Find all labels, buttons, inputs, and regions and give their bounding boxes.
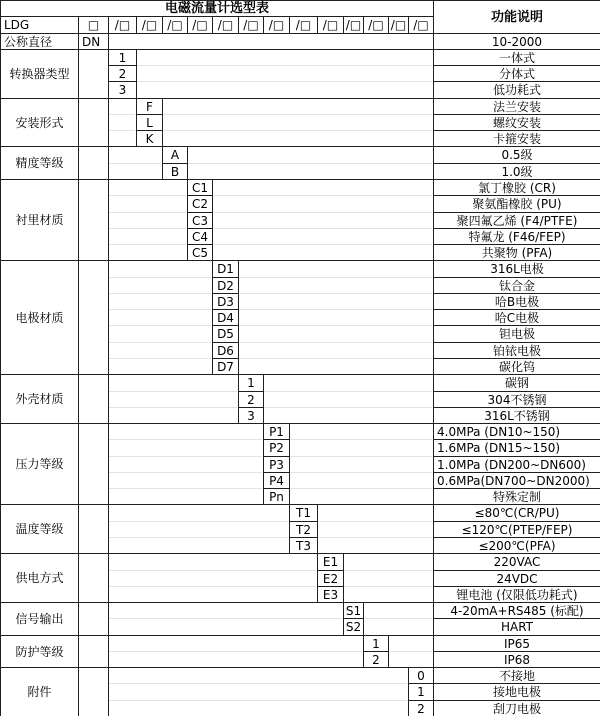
dn-column-spacer	[78, 146, 109, 180]
code-cell: F	[136, 98, 163, 115]
code-slot-box-11: /□	[363, 16, 389, 34]
desc-cell: 4-20mA+RS485 (标配)	[433, 602, 600, 619]
gridline	[109, 358, 211, 359]
leading-spacer	[108, 423, 264, 505]
gridline	[109, 244, 186, 245]
code-cell: T2	[289, 521, 318, 538]
desc-cell: 316L不锈钢	[433, 407, 600, 424]
gridline	[213, 244, 432, 245]
trailing-spacer	[343, 553, 434, 603]
code-slot-box-5: /□	[212, 16, 239, 34]
diameter-label: 公称直径	[0, 33, 79, 50]
dn-column-spacer	[78, 504, 109, 554]
gridline	[163, 114, 432, 115]
code-cell: Pn	[263, 488, 290, 505]
group-label: 转换器类型	[0, 49, 79, 99]
desc-cell: HART	[433, 618, 600, 636]
desc-cell: 316L电极	[433, 260, 600, 278]
desc-cell: 哈C电极	[433, 309, 600, 326]
dn-column-spacer	[78, 553, 109, 603]
code-cell: 2	[408, 700, 434, 716]
desc-cell: 1.0MPa (DN200~DN600)	[433, 456, 600, 473]
leading-spacer	[108, 374, 239, 424]
desc-cell: 聚四氟乙烯 (F4/PTFE)	[433, 212, 600, 229]
code-slot-box-13: /□	[408, 16, 434, 34]
code-cell: 1	[363, 635, 389, 652]
gridline	[364, 618, 432, 619]
gridline	[109, 456, 262, 457]
group-label: 附件	[0, 667, 79, 716]
diameter-spacer	[108, 33, 434, 50]
diameter-desc: 10-2000	[433, 33, 600, 50]
gridline	[109, 391, 237, 392]
gridline	[109, 618, 342, 619]
code-slot-box-10: /□	[343, 16, 364, 34]
gridline	[137, 65, 432, 66]
code-cell: P1	[263, 423, 290, 440]
gridline	[109, 309, 211, 310]
code-slot-box-2: /□	[136, 16, 163, 34]
dn-column-spacer	[78, 602, 109, 636]
gridline	[264, 407, 432, 408]
model-code-box: □	[78, 16, 109, 34]
group-label: 信号输出	[0, 602, 79, 636]
gridline	[109, 212, 186, 213]
gridline	[239, 293, 432, 294]
desc-cell: 4.0MPa (DN10~150)	[433, 423, 600, 440]
trailing-spacer	[136, 49, 434, 99]
gridline	[290, 472, 432, 473]
code-cell: D6	[212, 342, 239, 359]
gridline	[109, 163, 161, 164]
gridline	[318, 537, 432, 538]
code-cell: C2	[187, 195, 213, 213]
code-cell: 3	[108, 81, 137, 99]
gridline	[109, 114, 135, 115]
gridline	[239, 325, 432, 326]
gridline	[239, 358, 432, 359]
gridline	[137, 81, 432, 82]
gridline	[318, 521, 432, 522]
code-cell: D3	[212, 293, 239, 310]
code-slot-box-3: /□	[162, 16, 188, 34]
desc-cell: 碳钢	[433, 374, 600, 392]
dn-column-spacer	[78, 260, 109, 375]
desc-cell: 卡箍安装	[433, 130, 600, 147]
gridline	[239, 342, 432, 343]
code-slot-box-4: /□	[187, 16, 213, 34]
gridline	[213, 212, 432, 213]
dn-column-spacer	[78, 98, 109, 147]
code-slot-box-7: /□	[263, 16, 290, 34]
model-prefix: LDG	[0, 16, 79, 34]
gridline	[109, 570, 316, 571]
desc-cell: 不接地	[433, 667, 600, 684]
gridline	[290, 456, 432, 457]
group-label: 外壳材质	[0, 374, 79, 424]
code-cell: E3	[317, 586, 344, 603]
gridline	[109, 651, 362, 652]
gridline	[163, 130, 432, 131]
gridline	[109, 472, 262, 473]
desc-cell: 1.6MPa (DN15~150)	[433, 439, 600, 457]
gridline	[109, 537, 288, 538]
gridline	[290, 439, 432, 440]
code-slot-box-9: /□	[317, 16, 344, 34]
code-cell: T1	[289, 504, 318, 522]
desc-cell: 220VAC	[433, 553, 600, 571]
group-label: 电极材质	[0, 260, 79, 375]
desc-cell: 刮刀电极	[433, 700, 600, 716]
code-cell: L	[136, 114, 163, 131]
code-cell: 2	[363, 651, 389, 668]
dn-column-spacer	[78, 374, 109, 424]
group-label: 安装形式	[0, 98, 79, 147]
gridline	[213, 195, 432, 196]
code-cell: 1	[238, 374, 264, 392]
gridline	[109, 293, 211, 294]
gridline	[290, 488, 432, 489]
desc-cell: 钛合金	[433, 277, 600, 294]
code-cell: P2	[263, 439, 290, 457]
desc-cell: 特氟龙 (F46/FEP)	[433, 228, 600, 245]
leading-spacer	[108, 553, 318, 603]
dn-column-spacer	[78, 49, 109, 99]
group-label: 压力等级	[0, 423, 79, 505]
code-cell: C1	[187, 179, 213, 196]
desc-cell: 螺纹安装	[433, 114, 600, 131]
code-cell: D7	[212, 358, 239, 375]
desc-cell: 锂电池 (仅限低功耗式)	[433, 586, 600, 603]
code-slot-box-1: /□	[108, 16, 137, 34]
code-cell: P3	[263, 456, 290, 473]
diameter-code: DN	[78, 33, 109, 50]
code-cell: C3	[187, 212, 213, 229]
gridline	[389, 651, 432, 652]
gridline	[109, 700, 407, 701]
gridline	[344, 570, 432, 571]
desc-cell: IP65	[433, 635, 600, 652]
desc-cell: 1.0级	[433, 163, 600, 180]
gridline	[344, 586, 432, 587]
desc-cell: 法兰安装	[433, 98, 600, 115]
desc-cell: ≤80℃(CR/PU)	[433, 504, 600, 522]
dn-column-spacer	[78, 179, 109, 261]
gridline	[109, 325, 211, 326]
function-column-header: 功能说明	[433, 0, 600, 34]
trailing-spacer	[317, 504, 434, 554]
desc-cell: 24VDC	[433, 570, 600, 587]
gridline	[109, 228, 186, 229]
code-cell: D5	[212, 325, 239, 343]
desc-cell: 哈B电极	[433, 293, 600, 310]
code-cell: 1	[108, 49, 137, 66]
desc-cell: 特殊定制	[433, 488, 600, 505]
leading-spacer	[108, 504, 290, 554]
code-cell: D1	[212, 260, 239, 278]
gridline	[109, 521, 288, 522]
gridline	[109, 586, 316, 587]
gridline	[188, 163, 432, 164]
gridline	[109, 277, 211, 278]
desc-cell: 铂铱电极	[433, 342, 600, 359]
code-cell: 1	[408, 683, 434, 701]
desc-cell: IP68	[433, 651, 600, 668]
gridline	[109, 407, 237, 408]
desc-cell: 碳化钨	[433, 358, 600, 375]
gridline	[109, 342, 211, 343]
code-cell: D2	[212, 277, 239, 294]
code-cell: T3	[289, 537, 318, 554]
trailing-spacer	[162, 98, 434, 147]
group-label: 温度等级	[0, 504, 79, 554]
desc-cell: 聚氨酯橡胶 (PU)	[433, 195, 600, 213]
gridline	[213, 228, 432, 229]
code-cell: C5	[187, 244, 213, 261]
desc-cell: 分体式	[433, 65, 600, 82]
desc-cell: 接地电极	[433, 683, 600, 701]
desc-cell: 共聚物 (PFA)	[433, 244, 600, 261]
gridline	[239, 277, 432, 278]
gridline	[109, 439, 262, 440]
code-cell: A	[162, 146, 188, 164]
desc-cell: ≤200℃(PFA)	[433, 537, 600, 554]
code-cell: S2	[343, 618, 364, 636]
code-slot-box-8: /□	[289, 16, 318, 34]
dn-column-spacer	[78, 635, 109, 668]
gridline	[109, 130, 135, 131]
code-cell: 2	[108, 65, 137, 82]
desc-cell: 钽电极	[433, 325, 600, 343]
dn-column-spacer	[78, 423, 109, 505]
leading-spacer	[108, 179, 188, 261]
code-slot-box-6: /□	[238, 16, 264, 34]
leading-spacer	[108, 667, 409, 716]
trailing-spacer	[289, 423, 434, 505]
code-cell: S1	[343, 602, 364, 619]
desc-cell: 低功耗式	[433, 81, 600, 99]
group-label: 衬里材质	[0, 179, 79, 261]
gridline	[109, 488, 262, 489]
trailing-spacer	[212, 179, 434, 261]
trailing-spacer	[363, 602, 434, 636]
desc-cell: 0.6MPa(DN700~DN2000)	[433, 472, 600, 489]
code-cell: 2	[238, 391, 264, 408]
table-title: 电磁流量计选型表	[0, 0, 434, 17]
code-cell: D4	[212, 309, 239, 326]
desc-cell: 氯丁橡胶 (CR)	[433, 179, 600, 196]
code-slot-box-12: /□	[388, 16, 409, 34]
group-label: 精度等级	[0, 146, 79, 180]
code-cell: 0	[408, 667, 434, 684]
gridline	[239, 309, 432, 310]
desc-cell: 0.5级	[433, 146, 600, 164]
code-cell: E2	[317, 570, 344, 587]
code-cell: C4	[187, 228, 213, 245]
group-label: 供电方式	[0, 553, 79, 603]
code-cell: E1	[317, 553, 344, 571]
group-label: 防护等级	[0, 635, 79, 668]
dn-column-spacer	[78, 667, 109, 716]
leading-spacer	[108, 98, 137, 147]
gridline	[109, 195, 186, 196]
leading-spacer	[108, 602, 344, 636]
code-cell: K	[136, 130, 163, 147]
trailing-spacer	[263, 374, 434, 424]
code-cell: B	[162, 163, 188, 180]
desc-cell: 304不锈钢	[433, 391, 600, 408]
desc-cell: ≤120℃(PTEP/FEP)	[433, 521, 600, 538]
code-cell: P4	[263, 472, 290, 489]
gridline	[109, 683, 407, 684]
gridline	[264, 391, 432, 392]
desc-cell: 一体式	[433, 49, 600, 66]
code-cell: 3	[238, 407, 264, 424]
